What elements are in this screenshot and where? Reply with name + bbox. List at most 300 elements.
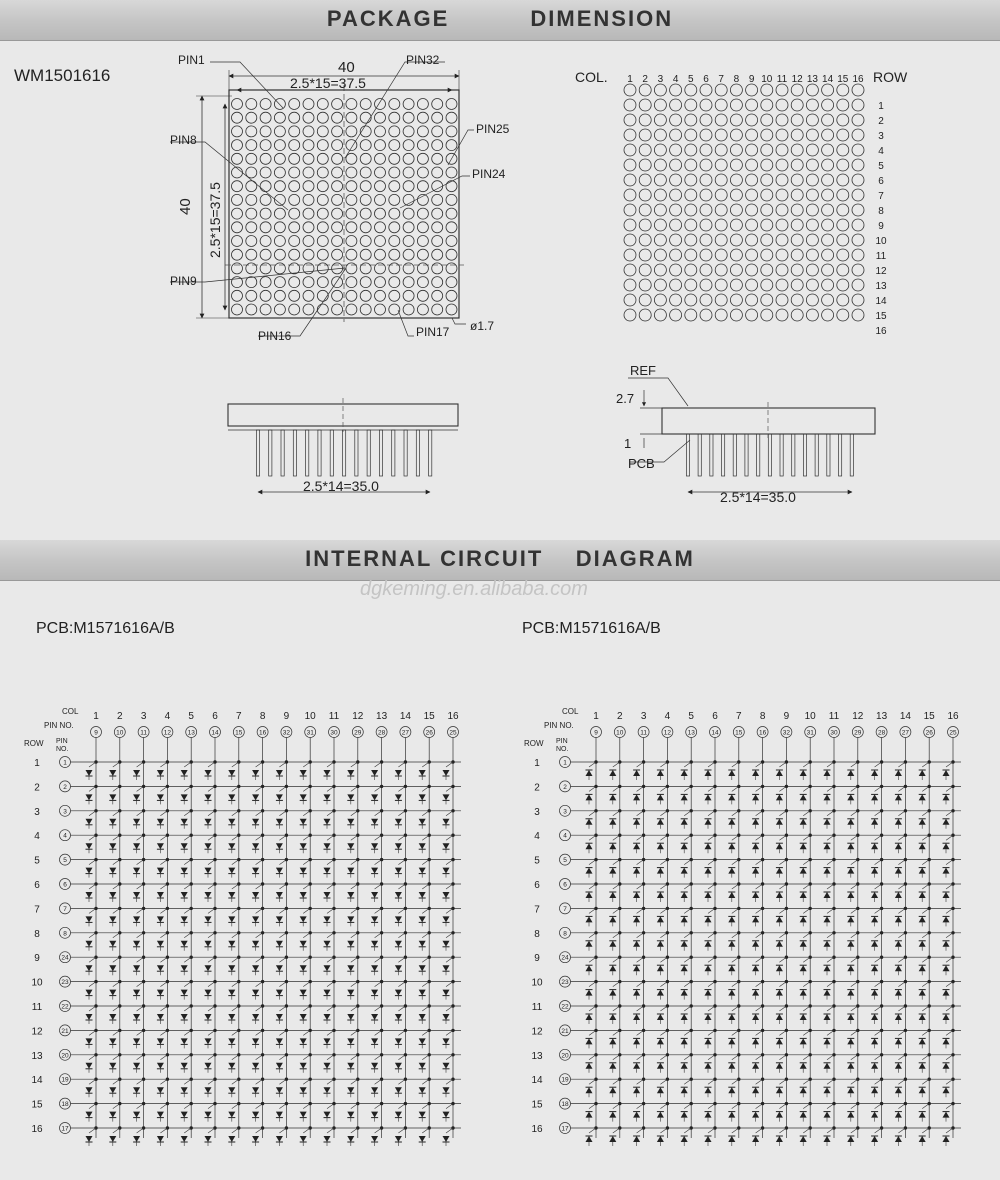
matrix-led-dot: [761, 294, 773, 306]
matrix-led-dot: [700, 234, 712, 246]
side-pin: [330, 430, 333, 476]
front-led-dot: [232, 126, 243, 137]
front-led-dot: [317, 140, 328, 151]
front-led-dot: [289, 236, 300, 247]
side-pin: [710, 434, 713, 476]
circuit-row-number: 14: [531, 1075, 543, 1087]
matrix-led-dot: [715, 234, 727, 246]
circuit-row-number: 16: [531, 1124, 543, 1135]
front-led-dot: [403, 263, 414, 274]
matrix-led-dot: [746, 99, 758, 111]
circuit-diagram-left: [24, 707, 461, 1146]
matrix-led-dot: [761, 159, 773, 171]
matrix-led-dot: [685, 279, 697, 291]
matrix-col-number: 11: [776, 74, 788, 85]
pin-span-right-text: 2.5*14=35.0: [720, 489, 796, 505]
front-led-dot: [432, 290, 443, 301]
side-pin: [429, 430, 432, 476]
side-body-right: [662, 408, 875, 434]
front-led-dot: [260, 140, 271, 151]
matrix-row-number: 10: [875, 236, 887, 247]
side-pin: [392, 430, 395, 476]
matrix-led-dot: [852, 219, 864, 231]
front-led-dot: [332, 277, 343, 288]
matrix-led-dot: [624, 294, 636, 306]
matrix-led-dot: [776, 129, 788, 141]
side-pin: [722, 434, 725, 476]
front-led-dot: [403, 140, 414, 151]
side-pin: [355, 430, 358, 476]
circuit-row-number: 12: [31, 1026, 43, 1038]
circuit-row-label: ROW: [24, 739, 44, 748]
front-led-dot: [389, 249, 400, 260]
row-pin-number: 1: [63, 759, 67, 767]
front-led-dot: [432, 277, 443, 288]
matrix-led-dot: [776, 219, 788, 231]
matrix-led-dot: [700, 279, 712, 291]
matrix-led-dot: [776, 279, 788, 291]
front-led-dot: [232, 112, 243, 123]
matrix-led-dot: [730, 99, 742, 111]
front-led-dot: [360, 99, 371, 110]
col-pin-number: 14: [211, 729, 219, 737]
circuit-col-number: 12: [352, 711, 364, 722]
circuit-row-number: 10: [31, 977, 43, 989]
col-pin-number: 11: [640, 729, 647, 737]
front-led-dot: [432, 222, 443, 233]
matrix-led-dot: [791, 144, 803, 156]
col-pin-number: 27: [401, 729, 410, 737]
front-led-dot: [432, 99, 443, 110]
matrix-led-dot: [746, 204, 758, 216]
matrix-led-dot: [852, 294, 864, 306]
matrix-led-dot: [761, 234, 773, 246]
matrix-col-number: 9: [748, 74, 755, 85]
matrix-led-dot: [776, 174, 788, 186]
matrix-led-dot: [715, 264, 727, 276]
row-pin-number: 4: [63, 832, 67, 840]
matrix-led-dot: [791, 159, 803, 171]
front-led-dot: [260, 222, 271, 233]
col-pin-number: 9: [94, 729, 98, 737]
circuit-row-number: 12: [531, 1026, 543, 1038]
matrix-led-dot: [776, 234, 788, 246]
matrix-led-dot: [639, 234, 651, 246]
col-pin-number: 15: [235, 729, 243, 737]
front-led-dot: [389, 263, 400, 274]
pin17-label: PIN17: [416, 325, 450, 339]
front-led-dot: [303, 249, 314, 260]
front-led-dot: [432, 153, 443, 164]
front-led-dot: [317, 181, 328, 192]
front-led-dot: [389, 112, 400, 123]
circuit-col-number: 14: [399, 711, 411, 722]
matrix-led-dot: [837, 204, 849, 216]
front-led-dot: [232, 194, 243, 205]
circuit-col-number: 1: [593, 711, 599, 722]
matrix-led-dot: [837, 129, 849, 141]
side-pin: [768, 434, 771, 476]
matrix-col-number: 7: [718, 74, 724, 85]
matrix-led-dot: [746, 279, 758, 291]
front-led-dot: [232, 222, 243, 233]
matrix-led-dot: [852, 174, 864, 186]
matrix-led-dot: [654, 204, 666, 216]
front-led-dot: [432, 249, 443, 260]
matrix-led-dot: [746, 219, 758, 231]
matrix-led-dot: [624, 174, 636, 186]
front-led-dot: [246, 112, 257, 123]
front-led-dot: [303, 126, 314, 137]
circuit-row-pin-label: PIN: [56, 738, 68, 745]
matrix-led-dot: [837, 294, 849, 306]
front-led-dot: [303, 181, 314, 192]
side-pin: [306, 430, 309, 476]
front-led-dot: [432, 167, 443, 178]
matrix-col-number: 14: [822, 74, 834, 85]
matrix-led-dot: [654, 144, 666, 156]
matrix-led-dot: [852, 204, 864, 216]
circuit-row-number: 4: [34, 831, 40, 843]
matrix-led-dot: [624, 219, 636, 231]
matrix-col-number: 12: [791, 74, 803, 85]
matrix-led-dot: [806, 129, 818, 141]
matrix-led-dot: [654, 99, 666, 111]
matrix-led-dot: [761, 129, 773, 141]
front-led-dot: [274, 277, 285, 288]
row-pin-number: 23: [561, 979, 569, 987]
front-led-dot: [389, 167, 400, 178]
col-pin-number: 12: [163, 729, 172, 737]
matrix-led-dot: [624, 279, 636, 291]
matrix-led-dot: [776, 264, 788, 276]
matrix-led-dot: [822, 249, 834, 261]
matrix-row-number: 12: [875, 266, 887, 277]
matrix-led-dot: [715, 279, 727, 291]
col-pin-number: 31: [306, 729, 314, 737]
front-led-dot: [317, 249, 328, 260]
front-led-dot: [417, 153, 428, 164]
matrix-led-dot: [715, 219, 727, 231]
front-led-dot: [289, 222, 300, 233]
matrix-led-dot: [685, 129, 697, 141]
matrix-led-dot: [746, 294, 758, 306]
matrix-led-dot: [746, 159, 758, 171]
front-led-dot: [346, 194, 357, 205]
matrix-led-dot: [730, 129, 742, 141]
row-pin-number: 17: [561, 1125, 569, 1133]
front-led-dot: [432, 112, 443, 123]
front-led-dot: [389, 181, 400, 192]
front-led-dot: [303, 194, 314, 205]
row-pin-number: 8: [63, 930, 67, 938]
col-pin-number: 31: [806, 729, 814, 737]
matrix-led-dot: [791, 189, 803, 201]
matrix-led-dot: [624, 144, 636, 156]
matrix-led-dot: [822, 294, 834, 306]
matrix-led-dot: [624, 114, 636, 126]
matrix-led-dot: [761, 204, 773, 216]
front-led-dot: [274, 249, 285, 260]
matrix-led-dot: [654, 114, 666, 126]
front-led-dot: [403, 99, 414, 110]
matrix-led-dot: [715, 294, 727, 306]
front-led-dot: [375, 263, 386, 274]
front-led-dot: [360, 304, 371, 315]
matrix-led-dot: [670, 264, 682, 276]
front-led-dot: [375, 112, 386, 123]
pcb-label-right: PCB:M1571616A/B: [522, 620, 661, 637]
matrix-col-number: 3: [657, 74, 664, 85]
side-pin: [839, 434, 842, 476]
row-pin-number: 17: [61, 1125, 69, 1133]
front-led-dot: [375, 208, 386, 219]
matrix-led-dot: [639, 219, 651, 231]
front-led-dot: [289, 304, 300, 315]
front-led-dot: [332, 194, 343, 205]
matrix-led-dot: [776, 99, 788, 111]
front-led-dot: [417, 181, 428, 192]
matrix-led-dot: [700, 129, 712, 141]
front-led-dot: [260, 167, 271, 178]
side-pin: [792, 434, 795, 476]
front-led-dot: [332, 304, 343, 315]
matrix-led-dot: [730, 114, 742, 126]
front-led-dot: [389, 236, 400, 247]
front-led-dot: [317, 277, 328, 288]
matrix-led-dot: [715, 84, 727, 96]
front-led-dot: [346, 304, 357, 315]
circuit-col-number: 5: [688, 711, 694, 722]
front-led-dot: [375, 304, 386, 315]
front-led-dot: [403, 112, 414, 123]
circuit-col-number: 4: [664, 711, 671, 722]
side-view-right: [616, 363, 875, 505]
front-led-dot: [360, 167, 371, 178]
matrix-led-dot: [639, 189, 651, 201]
matrix-led-dot: [776, 84, 788, 96]
matrix-col-number: 6: [703, 74, 709, 85]
matrix-led-dot: [730, 189, 742, 201]
circuit-col-label: COL: [562, 707, 579, 716]
matrix-led-dot: [837, 159, 849, 171]
front-led-dot: [346, 277, 357, 288]
front-led-dot: [246, 140, 257, 151]
front-led-dot: [246, 126, 257, 137]
matrix-led-dot: [624, 189, 636, 201]
matrix-led-dot: [670, 99, 682, 111]
matrix-led-dot: [715, 99, 727, 111]
matrix-led-dot: [700, 99, 712, 111]
matrix-led-dot: [746, 129, 758, 141]
matrix-led-dot: [852, 99, 864, 111]
col-pin-number: 11: [140, 729, 147, 737]
matrix-led-dot: [822, 309, 834, 321]
matrix-led-dot: [761, 189, 773, 201]
circuit-row-number: 2: [534, 782, 540, 794]
front-led-dot: [317, 222, 328, 233]
front-led-dot: [446, 277, 457, 288]
front-led-dot: [332, 126, 343, 137]
side-pin: [780, 434, 783, 476]
side-view-left: [228, 398, 458, 494]
matrix-led-dot: [639, 99, 651, 111]
front-led-dot: [274, 222, 285, 233]
row-pin-number: 6: [63, 881, 67, 889]
matrix-led-dot: [822, 159, 834, 171]
front-led-dot: [274, 304, 285, 315]
front-led-dot: [332, 222, 343, 233]
front-led-dot: [446, 112, 457, 123]
matrix-led-dot: [715, 309, 727, 321]
row-pin-number: 2: [63, 783, 67, 791]
circuit-col-number: 8: [259, 711, 266, 722]
front-led-dot: [417, 236, 428, 247]
front-led-dot: [403, 167, 414, 178]
matrix-row-number: 15: [875, 311, 887, 322]
matrix-led-dot: [746, 114, 758, 126]
matrix-led-dot: [852, 129, 864, 141]
circuit-row-number: 10: [531, 977, 543, 989]
matrix-col-number: 1: [627, 74, 633, 85]
row-pin-number: 20: [61, 1052, 69, 1060]
circuit-col-number: 16: [947, 711, 959, 722]
matrix-led-dot: [852, 279, 864, 291]
matrix-led-dot: [852, 159, 864, 171]
front-led-dot: [403, 153, 414, 164]
front-led-dot: [403, 208, 414, 219]
matrix-led-dot: [715, 204, 727, 216]
front-led-dot: [360, 277, 371, 288]
circuit-row-number: 16: [31, 1124, 43, 1135]
front-led-dot: [332, 99, 343, 110]
front-led-dot: [360, 112, 371, 123]
front-led-dot: [289, 208, 300, 219]
matrix-led-dot: [624, 84, 636, 96]
front-led-dot: [260, 290, 271, 301]
front-led-dot: [317, 208, 328, 219]
matrix-led-dot: [624, 159, 636, 171]
matrix-led-dot: [746, 84, 758, 96]
matrix-led-dot: [639, 159, 651, 171]
pin24-label: PIN24: [472, 167, 506, 181]
side-pin: [256, 430, 259, 476]
front-led-dot: [274, 167, 285, 178]
circuit-col-number: 5: [188, 711, 194, 722]
front-led-dot: [232, 208, 243, 219]
matrix-led-dot: [761, 114, 773, 126]
side-pin: [416, 430, 419, 476]
matrix-led-dot: [670, 309, 682, 321]
front-led-dot: [446, 99, 457, 110]
side-pin: [698, 434, 701, 476]
circuit-row-number: 9: [534, 953, 540, 965]
front-led-dot: [417, 167, 428, 178]
matrix-led-dot: [685, 264, 697, 276]
dim-height-text: 40: [177, 198, 194, 215]
front-led-dot: [232, 304, 243, 315]
pin32-label: PIN32: [406, 53, 440, 67]
front-led-dot: [375, 194, 386, 205]
matrix-led-dot: [761, 249, 773, 261]
matrix-row-number: 11: [875, 251, 887, 262]
matrix-led-dot: [670, 174, 682, 186]
row-pin-number: 5: [63, 857, 67, 865]
matrix-led-dot: [624, 234, 636, 246]
matrix-led-dot: [654, 84, 666, 96]
matrix-led-dot: [700, 249, 712, 261]
col-pin-number: 9: [594, 729, 598, 737]
matrix-led-dot: [730, 249, 742, 261]
internal-circuit-title: INTERNAL CIRCUIT DIAGRAM: [305, 546, 695, 571]
circuit-row-number: 13: [31, 1050, 43, 1062]
col-pin-number: 29: [854, 729, 862, 737]
matrix-led-dot: [852, 309, 864, 321]
pin1-label: PIN1: [178, 53, 205, 67]
circuit-row-number: 7: [534, 904, 540, 916]
circuit-row-number: 3: [34, 806, 40, 818]
front-led-dot: [417, 304, 428, 315]
front-led-dot: [332, 208, 343, 219]
side-pin: [269, 430, 272, 476]
front-led-dot: [446, 208, 457, 219]
front-led-dot: [274, 236, 285, 247]
side-pin: [803, 434, 806, 476]
front-led-dot: [417, 140, 428, 151]
front-led-dot: [446, 263, 457, 274]
matrix-led-dot: [761, 144, 773, 156]
matrix-led-dot: [700, 204, 712, 216]
front-led-dot: [446, 167, 457, 178]
front-led-dot: [274, 290, 285, 301]
circuit-diagram-right: [524, 707, 961, 1146]
circuit-row-number: 4: [534, 831, 540, 843]
front-led-dot: [446, 126, 457, 137]
matrix-led-dot: [822, 174, 834, 186]
matrix-led-dot: [730, 309, 742, 321]
matrix-row-number: 3: [878, 131, 884, 142]
front-led-dot: [303, 290, 314, 301]
front-led-dot: [260, 277, 271, 288]
front-led-dot: [274, 208, 285, 219]
matrix-led-dot: [746, 174, 758, 186]
front-led-dot: [446, 222, 457, 233]
col-pin-number: 32: [782, 729, 791, 737]
row-pin-number: 1: [563, 759, 567, 767]
matrix-led-dot: [791, 249, 803, 261]
matrix-led-dot: [806, 294, 818, 306]
circuit-pin-no-label: PIN NO.: [544, 721, 574, 730]
matrix-led-dot: [776, 309, 788, 321]
front-led-dot: [403, 126, 414, 137]
side-pin: [343, 430, 346, 476]
matrix-led-dot: [700, 309, 712, 321]
front-led-dot: [346, 249, 357, 260]
matrix-led-dot: [654, 174, 666, 186]
matrix-led-dot: [822, 114, 834, 126]
front-led-dot: [317, 167, 328, 178]
matrix-led-dot: [670, 234, 682, 246]
front-led-dot: [303, 277, 314, 288]
front-led-dot: [289, 126, 300, 137]
front-led-dot: [289, 263, 300, 274]
matrix-led-dot: [730, 84, 742, 96]
matrix-col-number: 8: [733, 74, 740, 85]
front-led-dot: [260, 126, 271, 137]
row-pin-number: 22: [561, 1003, 569, 1011]
matrix-row-number: 4: [878, 146, 884, 157]
front-led-dot: [389, 153, 400, 164]
